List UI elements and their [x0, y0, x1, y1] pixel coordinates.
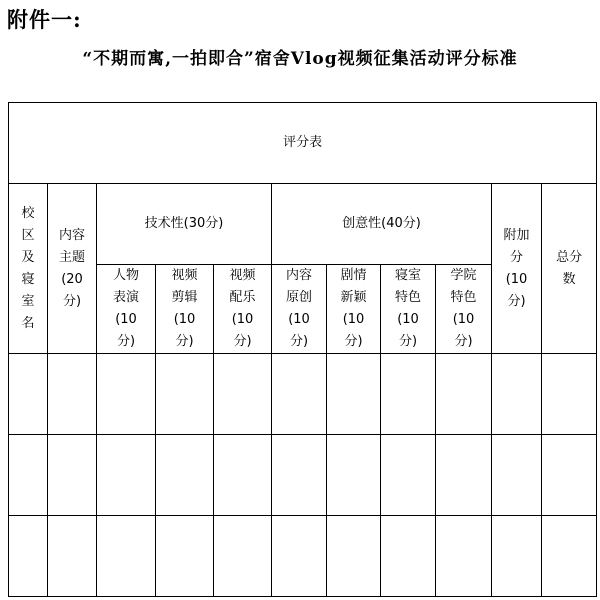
score-cell[interactable] — [97, 435, 156, 516]
header-plot-novelty: 剧情 新颖 (10 分) — [327, 265, 381, 354]
score-cell[interactable] — [436, 516, 492, 597]
score-cell[interactable] — [214, 516, 272, 597]
header-technical-group: 技术性(30分) — [97, 184, 272, 265]
table-row — [9, 516, 597, 597]
score-cell[interactable] — [436, 354, 492, 435]
score-cell[interactable] — [327, 435, 381, 516]
score-cell[interactable] — [327, 516, 381, 597]
score-cell[interactable] — [156, 354, 214, 435]
score-cell[interactable] — [381, 354, 436, 435]
score-cell[interactable] — [156, 516, 214, 597]
score-cell[interactable] — [214, 354, 272, 435]
header-performance: 人物 表演 (10 分) — [97, 265, 156, 354]
score-cell[interactable] — [9, 354, 48, 435]
score-cell[interactable] — [156, 435, 214, 516]
score-cell[interactable] — [272, 435, 327, 516]
score-cell[interactable] — [97, 354, 156, 435]
header-editing: 视频 剪辑 (10 分) — [156, 265, 214, 354]
score-cell[interactable] — [48, 516, 97, 597]
header-bonus-points: 附加 分 (10 分) — [492, 184, 542, 354]
header-content-theme: 内容 主题 (20 分) — [48, 184, 97, 354]
score-cell[interactable] — [381, 516, 436, 597]
score-cell[interactable] — [542, 516, 597, 597]
header-music: 视频 配乐 (10 分) — [214, 265, 272, 354]
score-table — [8, 102, 597, 597]
table-row — [9, 354, 597, 435]
score-cell[interactable] — [214, 435, 272, 516]
score-cell[interactable] — [9, 516, 48, 597]
score-cell[interactable] — [48, 435, 97, 516]
header-creativity-group: 创意性(40分) — [272, 184, 492, 265]
header-dorm-feature: 寝室 特色 (10 分) — [381, 265, 436, 354]
score-cell[interactable] — [272, 354, 327, 435]
score-cell[interactable] — [542, 354, 597, 435]
score-cell[interactable] — [272, 516, 327, 597]
score-cell[interactable] — [542, 435, 597, 516]
header-total-score: 总分 数 — [542, 184, 597, 354]
score-cell[interactable] — [492, 516, 542, 597]
header-originality: 内容 原创 (10 分) — [272, 265, 327, 354]
score-cell[interactable] — [48, 354, 97, 435]
score-cell[interactable] — [9, 435, 48, 516]
score-cell[interactable] — [492, 435, 542, 516]
header-dorm-name: 校 区 及 寝 室 名 — [9, 184, 48, 354]
score-cell[interactable] — [327, 354, 381, 435]
attachment-label: 附件一: — [7, 7, 82, 32]
score-cell[interactable] — [381, 435, 436, 516]
table-caption: 评分表 — [9, 103, 597, 184]
header-college-feature: 学院 特色 (10 分) — [436, 265, 492, 354]
score-cell[interactable] — [436, 435, 492, 516]
table-row — [9, 435, 597, 516]
score-cell[interactable] — [492, 354, 542, 435]
document-title: “不期而寓,一拍即合”宿舍Vlog视频征集活动评分标准 — [82, 49, 518, 69]
score-cell[interactable] — [97, 516, 156, 597]
